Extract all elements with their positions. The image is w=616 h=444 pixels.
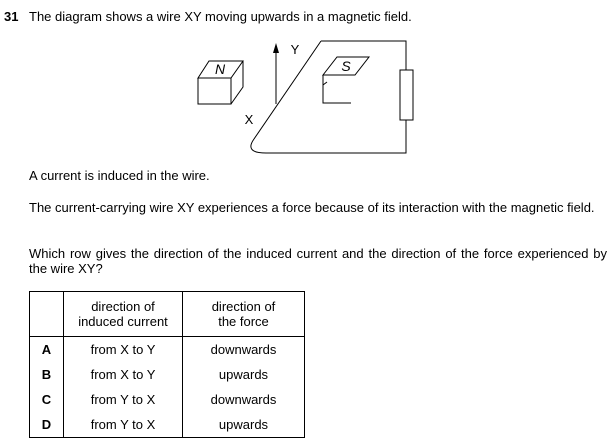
header-force	[183, 292, 305, 337]
header-current-line1: direction of	[91, 299, 155, 314]
header-force-line2: the force	[218, 314, 269, 329]
row-letter: D	[30, 412, 64, 438]
header-current	[64, 292, 183, 337]
table-row	[30, 412, 305, 438]
table-row	[30, 362, 305, 387]
magnetic-field-diagram	[188, 36, 420, 160]
north-label: N	[214, 61, 226, 77]
row-current: from X to Y	[64, 337, 183, 363]
header-current-line2: induced current	[78, 314, 168, 329]
wire-xy	[321, 41, 406, 70]
resistor-icon	[400, 70, 413, 120]
paragraph-force: The current-carrying wire XY experiences a force because of its interaction with the magnetic field.	[29, 200, 595, 215]
question-intro: The diagram shows a wire XY moving upwards in a magnetic field.	[29, 9, 412, 24]
row-letter: A	[30, 337, 64, 363]
row-current: from Y to X	[64, 412, 183, 438]
table-row	[30, 387, 305, 412]
row-letter: C	[30, 387, 64, 412]
table-header-row	[30, 292, 305, 337]
row-force: downwards	[183, 387, 305, 412]
row-current: from Y to X	[64, 387, 183, 412]
row-force: upwards	[183, 362, 305, 387]
header-force-line1: direction of	[211, 299, 276, 314]
wire-end-y: Y	[290, 42, 300, 57]
answer-table	[29, 291, 305, 438]
row-force: downwards	[183, 337, 305, 363]
question-number: 31	[4, 9, 19, 24]
paragraph-induced-current: A current is induced in the wire.	[29, 168, 210, 183]
wire-circuit	[251, 41, 413, 153]
wire-end-x: X	[244, 112, 254, 127]
row-force: upwards	[183, 412, 305, 438]
south-label: S	[341, 58, 351, 74]
upward-arrow-icon	[273, 43, 279, 104]
header-empty-cell	[30, 292, 64, 337]
paragraph-question: Which row gives the direction of the induced current and the direction of the force experienced by the wire XY?	[29, 246, 607, 276]
table-row	[30, 337, 305, 363]
row-current: from X to Y	[64, 362, 183, 387]
row-letter: B	[30, 362, 64, 387]
